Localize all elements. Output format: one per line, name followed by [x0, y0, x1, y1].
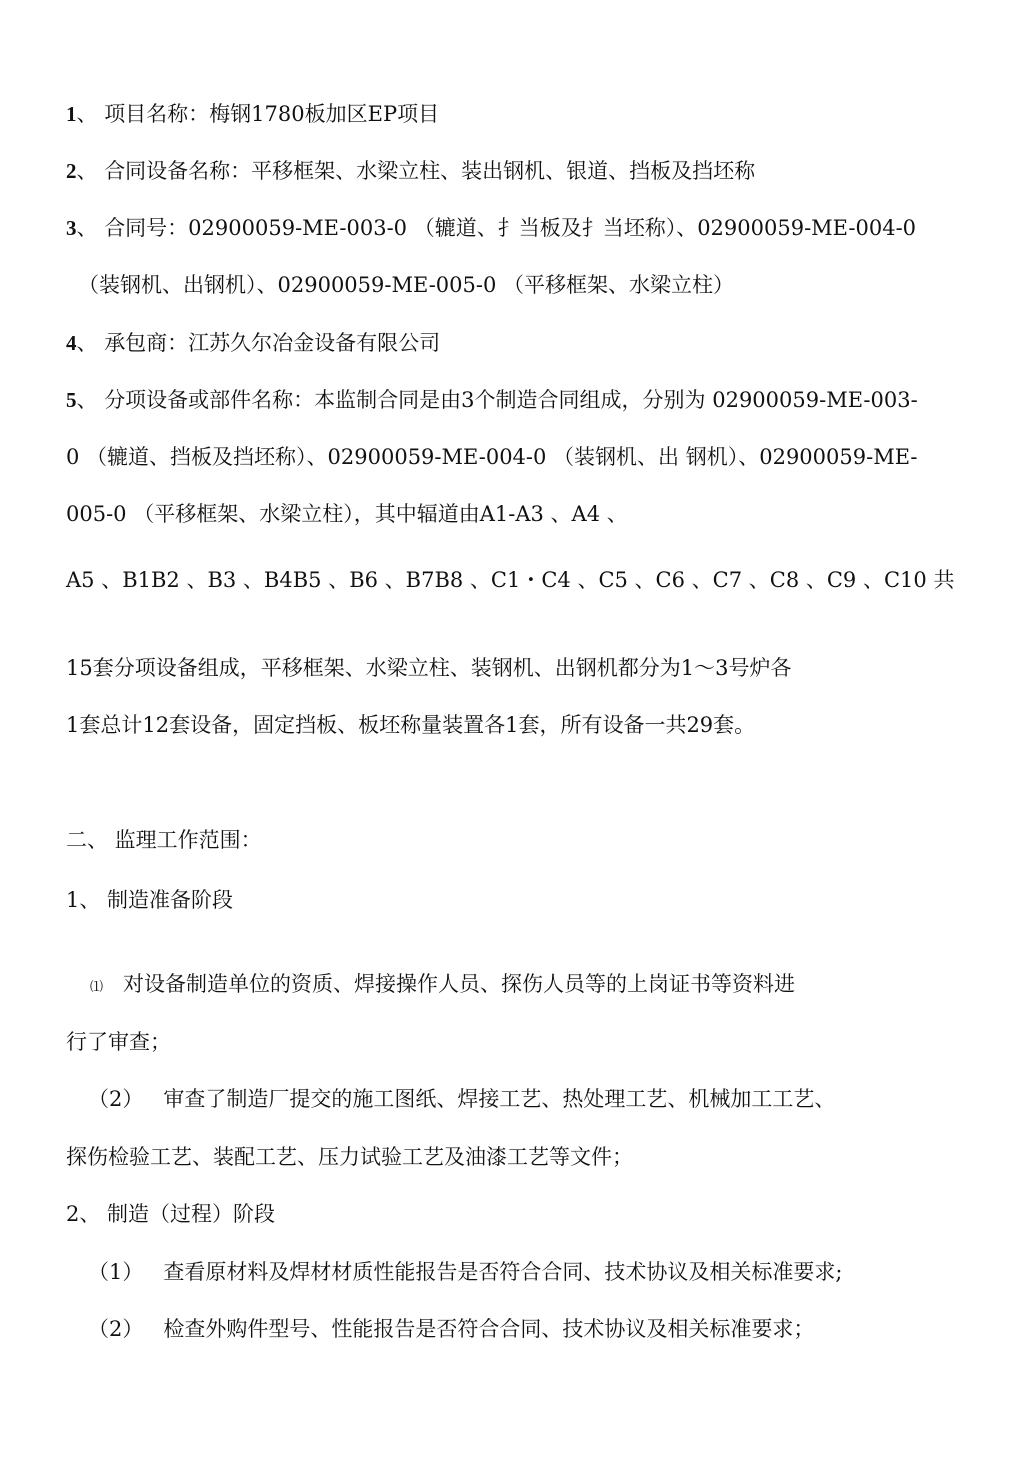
para-number: （2） [88, 1317, 144, 1341]
item-sub-equipment: 5、 分项设备或部件名称：本监制合同是由3个制造合同组成，分别为 02900059-ME-003- [66, 388, 918, 412]
stage1-para2: （2） 审查了制造厂提交的施工图纸、焊接工艺、热处理工艺、机械加工工艺、 [88, 1087, 836, 1111]
stage2-para1: （1） 查看原材料及焊材材质性能报告是否符合合同、技术协议及相关标准要求; [88, 1260, 843, 1284]
item-sub-equipment-line4: A5 、B1B2 、B3 、B4B5 、B6 、B7B8 、C1・C4 、C5 、C6 、C7 、C8 、C9 、C10 共 [66, 568, 955, 592]
item-sub-equipment-line6: 1套总计12套设备，固定挡板、板坯称量装置各1套，所有设备一共29套。 [66, 713, 756, 737]
stage1-para2-cont: 探伤检验工艺、装配工艺、压力试验工艺及油漆工艺等文件； [66, 1145, 633, 1169]
section-heading-scope: 二、 监理工作范围： [66, 828, 262, 852]
item-sub-equipment-line2: 0 （辘道、挡板及挡坯称）、02900059-ME-004-0 （装钢机、出 钢机）、02900059-ME- [66, 445, 918, 469]
item-contractor: 4、 承包商：江苏久尔冶金设备有限公司 [66, 331, 441, 355]
item-contract-equipment: 2、 合同设备名称：平移框架、水梁立柱、装出钢机、银道、挡板及挡坯称 [66, 159, 756, 183]
item-sub-equipment-line3: 005-0 （平移框架、水梁立柱），其中辐道由A1-A3 、A4 、 [66, 502, 628, 526]
stage1-heading: 1、 制造准备阶段 [66, 888, 234, 912]
item-contract-number: 3、 合同号：02900059-ME-003-0 （辘道、扌当板及扌当坯称）、02900059-ME-004-0 [66, 216, 917, 240]
item-contract-number-cont: （装钢机、出钢机）、02900059-ME-005-0 （平移框架、水梁立柱） [78, 273, 735, 297]
item-sub-equipment-line5: 15套分项设备组成，平移框架、水梁立柱、装钢机、出钢机都分为1～3号炉各 [66, 656, 792, 680]
item-project-name: 1、 项目名称：梅钢1780板加区EP项目 [66, 102, 440, 126]
stage2-heading: 2、 制造（过程）阶段 [66, 1202, 276, 1226]
stage2-para2: （2） 检查外购件型号、性能报告是否符合合同、技术协议及相关标准要求； [88, 1317, 815, 1341]
para-number: （2） [88, 1087, 144, 1111]
stage1-para1-cont: 行了审查； [66, 1030, 171, 1054]
para-number: （1） [88, 1260, 144, 1284]
para-number: ⑴ [90, 980, 104, 995]
stage1-para1: ⑴ 对设备制造单位的资质、焊接操作人员、探伤人员等的上岗证书等资料进 [90, 972, 796, 996]
